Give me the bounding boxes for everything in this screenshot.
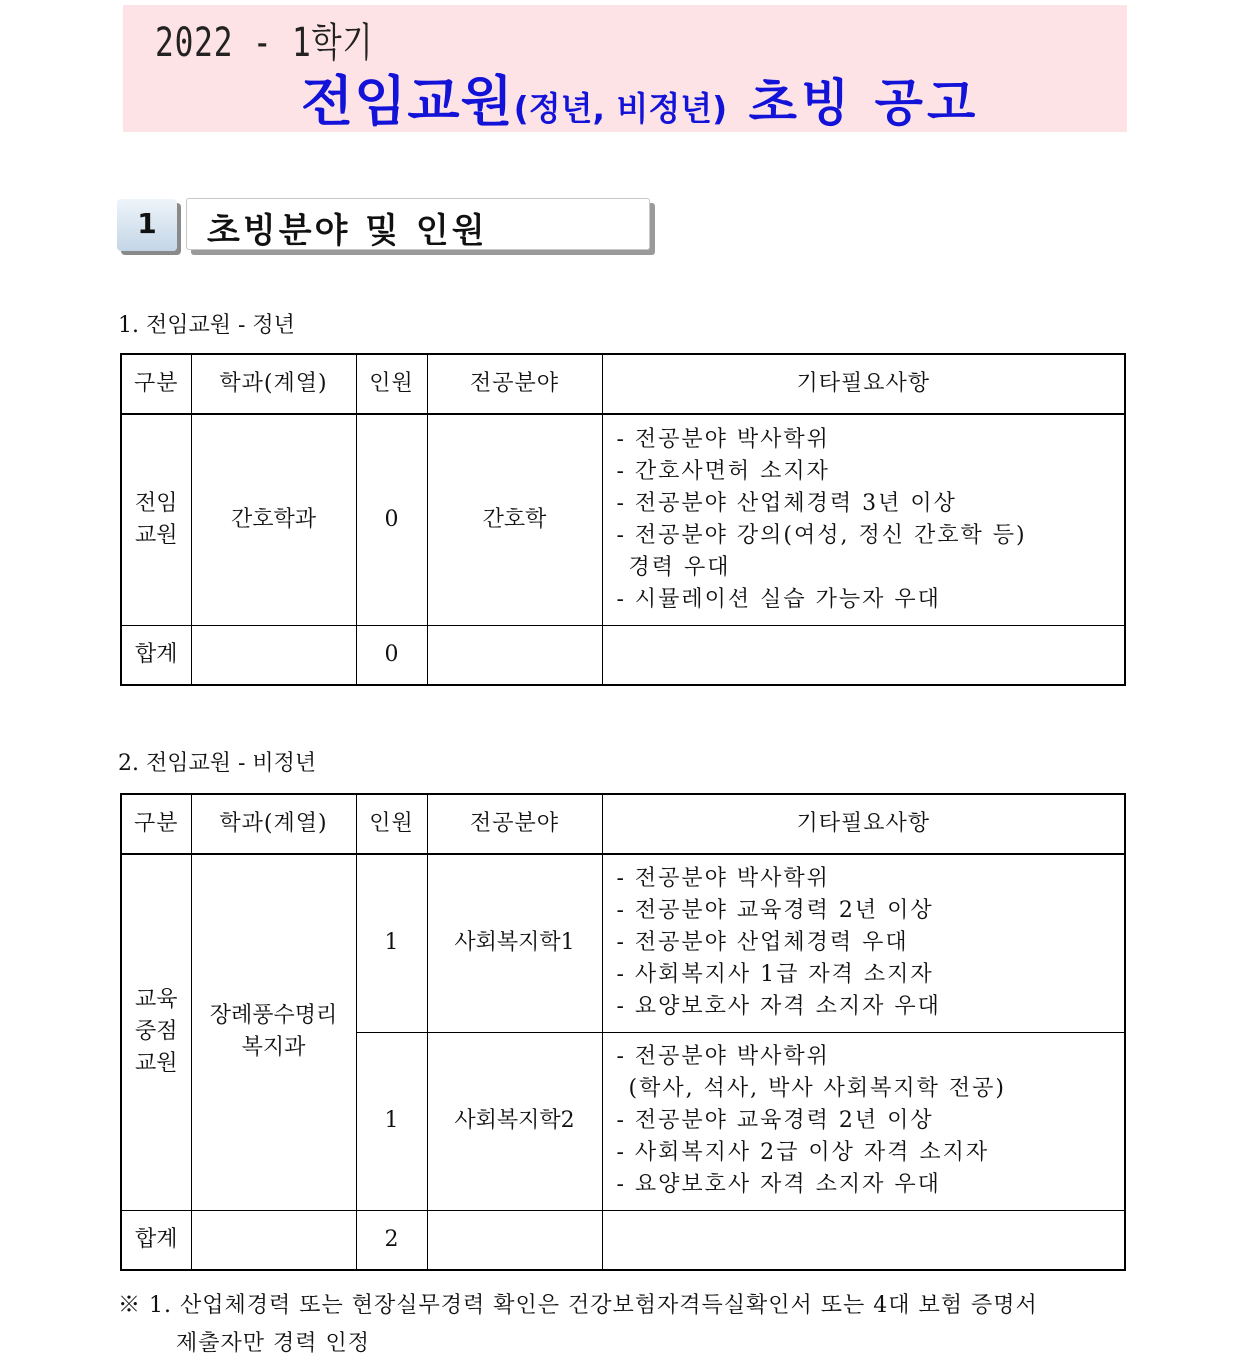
table-row xyxy=(121,414,1125,625)
total-label: 합계 xyxy=(121,625,191,685)
title-end: 초빙 공고 xyxy=(727,74,980,132)
header-division: 구분 xyxy=(121,354,191,414)
footnote xyxy=(118,1287,1038,1363)
page-title xyxy=(301,59,979,136)
table-non-tenure-track xyxy=(120,793,1126,1271)
count-cell: 0 xyxy=(356,414,427,625)
requirements-cell: - 전공분야 박사학위 - 전공분야 교육경력 2년 이상 - 전공분야 산업체경력 우대 - 사회복지사 1급 자격 소지자 - 요양보호사 자격 소지자 우대 xyxy=(602,854,1125,1032)
total-row xyxy=(121,625,1125,685)
table1-caption: 1. 전임교원 - 정년 xyxy=(118,313,295,338)
header-count: 인원 xyxy=(356,354,427,414)
department-cell: 간호학과 xyxy=(191,414,356,625)
table-header-row xyxy=(121,354,1125,414)
header-major: 전공분야 xyxy=(427,354,602,414)
major-cell: 간호학 xyxy=(427,414,602,625)
semester-label: 2022 - 1학기 xyxy=(155,20,374,66)
table-tenure-track xyxy=(120,353,1126,686)
table-row xyxy=(121,854,1125,1032)
title-banner xyxy=(123,5,1127,132)
total-count: 0 xyxy=(356,625,427,685)
requirements-cell: - 전공분야 박사학위 - 간호사면허 소지자 - 전공분야 산업체경력 3년 이상 - 전공분야 강의(여성, 정신 간호학 등) 경력 우대 - 시뮬레이션 실습 가능자 우대 xyxy=(602,414,1125,625)
requirements-cell: - 전공분야 박사학위 (학사, 석사, 박사 사회복지학 전공) - 전공분야 교육경력 2년 이상 - 사회복지사 2급 이상 자격 소지자 - 요양보호사 자격 소지자 우대 xyxy=(602,1032,1125,1210)
footnote-line-1: ※ 1. 산업체경력 또는 현장실무경력 확인은 건강보험자격득실확인서 또는 4대 보험 증명서 xyxy=(118,1293,1038,1318)
department-cell: 장례풍수명리 복지과 xyxy=(191,854,356,1210)
header-count: 인원 xyxy=(356,794,427,854)
header-requirements: 기타필요사항 xyxy=(602,354,1125,414)
count-cell: 1 xyxy=(356,854,427,1032)
table-header-row xyxy=(121,794,1125,854)
total-row xyxy=(121,1210,1125,1270)
count-cell: 1 xyxy=(356,1032,427,1210)
header-division: 구분 xyxy=(121,794,191,854)
major-cell: 사회복지학1 xyxy=(427,854,602,1032)
title-sub: (정년, 비정년) xyxy=(513,89,728,128)
total-label: 합계 xyxy=(121,1210,191,1270)
header-requirements: 기타필요사항 xyxy=(602,794,1125,854)
title-main: 전임교원 xyxy=(301,70,514,133)
section-title: 초빙분야 및 인원 xyxy=(207,211,488,251)
header-major: 전공분야 xyxy=(427,794,602,854)
section-heading-box xyxy=(186,198,650,250)
header-department: 학과(계열) xyxy=(191,794,356,854)
header-department: 학과(계열) xyxy=(191,354,356,414)
footnote-line-2: 제출자만 경력 인정 xyxy=(176,1331,371,1356)
division-cell: 교육 중점 교원 xyxy=(121,854,191,1210)
major-cell: 사회복지학2 xyxy=(427,1032,602,1210)
total-count: 2 xyxy=(356,1210,427,1270)
section-number-badge: 1 xyxy=(117,199,177,251)
division-cell: 전임 교원 xyxy=(121,414,191,625)
table2-caption: 2. 전임교원 - 비정년 xyxy=(118,751,317,776)
